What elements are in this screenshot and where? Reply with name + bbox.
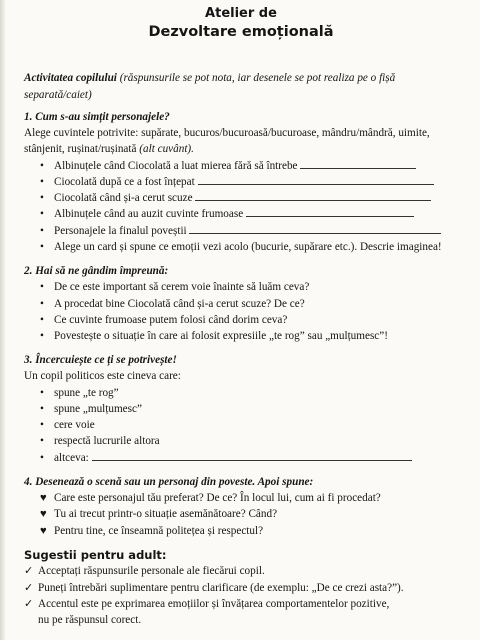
intro-text: (răspunsurile se pot nota, iar desenele se pot realiza pe o fișă separată/caiet) [24,72,396,101]
check-icon: ✓ [24,581,34,594]
suggestions-title: Sugestii pentru adult: [24,547,167,562]
answer-line[interactable] [300,159,416,169]
list-item: • Ciocolată după ce a fost înțepat [40,174,458,190]
bullet-icon: • [40,419,44,432]
bullet-icon: • [40,224,44,237]
bullet-icon: • [40,313,44,326]
section-1-instr-italic: (alt cuvânt). [136,143,194,156]
list-item: ♥ Tu ai trecut printr-o situație asemănătoare? Când? [40,506,458,522]
section-2-title: 2. Hai să ne gândim împreună: [24,265,169,278]
title-line-1: Atelier de [205,6,277,21]
list-item: ✓ Accentul este pe exprimarea emoțiilor și învățarea comportamentelor pozitive, [24,596,458,612]
suggestion-continuation: nu pe răspunsul corect. [38,614,142,627]
bullet-icon: • [40,386,44,399]
list-item: • Personajele la finalul poveștii [40,223,458,239]
intro-label: Activitatea copilului [24,72,117,85]
section-1-list [24,158,458,255]
list-item: ♥ Care este personajul tău preferat? De ce? În locul lui, cum ai fi procedat? [40,490,458,506]
answer-line[interactable] [198,175,434,185]
list-item: • De ce este important să cerem voie înainte să luăm ceva? [40,279,458,295]
bullet-icon: • [40,451,44,464]
list-item[interactable]: • cere voie [40,417,458,433]
list-item[interactable]: • spune „te rog” [40,385,458,401]
answer-line[interactable] [189,224,441,234]
heart-icon: ♥ [40,524,47,537]
check-icon: ✓ [24,565,34,578]
section-2-list [24,279,458,344]
list-item: • Ce cuvinte frumoase putem folosi când dorim ceva? [40,312,458,328]
heart-icon: ♥ [40,508,47,521]
answer-line[interactable] [246,207,414,217]
section-3-title: 3. Încercuiește ce ți se potrivește! [24,354,177,367]
list-item: • Povestește o situație în care ai folosit expresiile „te rog” sau „mulțumesc”! [40,328,458,344]
list-item: • Albinuțele când au auzit cuvinte frumoase [40,206,458,222]
bullet-icon: • [40,175,44,188]
list-item: ✓ Acceptați răspunsurile personale ale fiecărui copil. [24,563,458,579]
list-item[interactable]: • altceva: [40,450,458,466]
list-item: • Albinuțele când Ciocolată a luat mierea fără să întrebe [40,158,458,174]
section-3-list [24,385,458,466]
bullet-icon: • [40,159,44,172]
suggestions-list [24,563,458,612]
list-item: • A procedat bine Ciocolată când și-a cerut scuze? De ce? [40,296,458,312]
bullet-icon: • [40,240,44,253]
answer-line[interactable] [195,191,431,201]
list-item: ✓ Puneți întrebări suplimentare pentru clarificare (de exemplu: „De ce crezi asta?”). [24,580,458,596]
bullet-icon: • [40,192,44,205]
section-1-instr-text: Alege cuvintele potrivite: supărate, bucuros/bucuroasă/bucuroase, mândru/mândră, uimite, stânjenit, rușinat/rușinată [24,127,430,156]
section-1-instructions [24,125,458,157]
bullet-icon: • [40,402,44,415]
list-item[interactable]: • spune „mulțumesc” [40,401,458,417]
bullet-icon: • [40,281,44,294]
list-item[interactable]: • respectă lucrurile altora [40,433,458,449]
bullet-icon: • [40,329,44,342]
title-line-2: Dezvoltare emoțională [148,23,334,40]
list-item: ♥ Pentru tine, ce înseamnă politețea și respectul? [40,523,458,539]
answer-line[interactable] [92,451,412,461]
bullet-icon: • [40,297,44,310]
check-icon: ✓ [24,597,34,610]
bullet-icon: • [40,435,44,448]
intro-paragraph [24,70,458,102]
list-item: • Alege un card și spune ce emoții vezi acolo (bucurie, supărare etc.). Descrie imaginea! [40,239,458,255]
bullet-icon: • [40,208,44,221]
section-3-lead: Un copil politicos este cineva care: [24,370,181,383]
section-4-title: 4. Desenează o scenă sau un personaj din poveste. Apoi spune: [24,475,314,488]
heart-icon: ♥ [40,492,47,505]
section-1-title: 1. Cum s-au simțit personajele? [24,110,170,123]
section-4-list [24,490,458,539]
list-item: • Ciocolată când și-a cerut scuze [40,190,458,206]
